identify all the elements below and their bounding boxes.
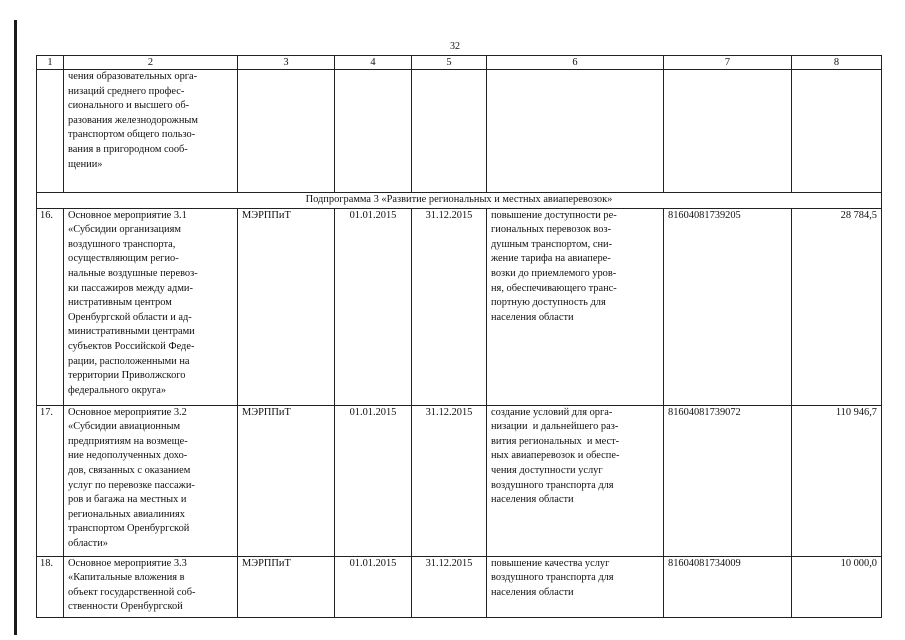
text-line: ня, обеспечивающего транс- <box>491 282 617 294</box>
text-line: осуществляющим регио- <box>68 253 179 265</box>
text-line: ственности Оренбургской <box>68 601 183 613</box>
text-line: федерального округа» <box>68 384 167 396</box>
row-executor: МЭРППиТ <box>238 556 335 617</box>
row-number: 18. <box>37 556 64 617</box>
text-line: объект государственной соб- <box>68 586 196 598</box>
row-number: 17. <box>37 405 64 556</box>
text-line: Основное мероприятие 3.3 <box>68 557 187 569</box>
row-amount: 28 784,5 <box>792 208 882 405</box>
text-line: гиональных перевозок воз- <box>491 224 612 236</box>
row-budget-code: 81604081739205 <box>664 208 792 405</box>
row-amount: 10 000,0 <box>792 556 882 617</box>
text-line: нистративным центром <box>68 297 172 309</box>
column-number: 6 <box>487 56 664 70</box>
text-line: душным транспортом, сни- <box>491 238 613 250</box>
text-line: «Субсидии авиационным <box>68 421 181 433</box>
row-executor: МЭРППиТ <box>238 405 335 556</box>
text-line: Основное мероприятие 3.2 <box>68 406 187 418</box>
text-line: низаций среднего профес- <box>68 85 185 97</box>
column-number: 4 <box>335 56 412 70</box>
text-line: региональных авиалиниях <box>68 508 185 520</box>
text-line: воздушного транспорта для <box>491 479 614 491</box>
text-line: вития региональных и мест- <box>491 435 620 447</box>
text-line: ров и багажа на местных и <box>68 494 187 506</box>
row-description <box>64 208 238 405</box>
text-line: предприятиям на возмеще- <box>68 435 188 447</box>
row-result <box>487 208 664 405</box>
row-amount: 110 946,7 <box>792 405 882 556</box>
table-row <box>37 208 882 405</box>
table-row <box>37 405 882 556</box>
text-line: нальные воздушные перевоз- <box>68 267 198 279</box>
row-end-date: 31.12.2015 <box>412 208 487 405</box>
text-line: воздушного транспорта, <box>68 238 176 250</box>
row-result <box>487 556 664 617</box>
subprogram-row <box>37 193 882 209</box>
text-line: Основное мероприятие 3.1 <box>68 209 187 221</box>
text-line: дов, связанных с оказанием <box>68 464 191 476</box>
row-number: 16. <box>37 208 64 405</box>
text-line: повышение доступности ре- <box>491 209 617 221</box>
text-line: министративными центрами <box>68 326 195 338</box>
text-line: низации и дальнейшего раз- <box>491 421 619 433</box>
column-number: 7 <box>664 56 792 70</box>
text-line: услуг по перевозке пассажи- <box>68 479 195 491</box>
activities-table <box>36 55 882 618</box>
text-line: повышение качества услуг <box>491 557 610 569</box>
row-description <box>64 405 238 556</box>
text-line: населения области <box>491 586 574 598</box>
row-start-date: 01.01.2015 <box>335 556 412 617</box>
text-line: территории Приволжского <box>68 370 186 382</box>
row-result <box>487 405 664 556</box>
text-line: ных авиаперевозок и обеспе- <box>491 450 620 462</box>
column-number: 3 <box>238 56 335 70</box>
text-line: ние недополученных дохо- <box>68 450 188 462</box>
row-start-date: 01.01.2015 <box>335 208 412 405</box>
row-end-date: 31.12.2015 <box>412 405 487 556</box>
text-line: Оренбургской области и ад- <box>68 311 192 323</box>
column-number: 1 <box>37 56 64 70</box>
row-start-date: 01.01.2015 <box>335 405 412 556</box>
text-line: вания в пригородном сооб- <box>68 143 188 155</box>
column-number: 8 <box>792 56 882 70</box>
row-budget-code: 81604081739072 <box>664 405 792 556</box>
text-line: рации, расположенными на <box>68 355 190 367</box>
text-line: воздушного транспорта для <box>491 572 614 584</box>
text-line: щении» <box>68 158 103 170</box>
text-line: «Субсидии организациям <box>68 224 181 236</box>
row-description <box>64 556 238 617</box>
text-line: транспортом общего пользо- <box>68 129 196 141</box>
text-line: «Капитальные вложения в <box>68 572 185 584</box>
column-number: 5 <box>412 56 487 70</box>
text-line: транспортом Оренбургской <box>68 523 190 535</box>
binding-margin-line <box>14 20 17 635</box>
continuation-row <box>37 70 882 193</box>
table-row <box>37 556 882 617</box>
text-line: населения области <box>491 494 574 506</box>
page-number: 32 <box>450 41 460 52</box>
text-line: субъектов Российской Феде- <box>68 340 195 352</box>
text-line: области» <box>68 537 108 549</box>
column-number: 2 <box>64 56 238 70</box>
row-description <box>64 70 238 193</box>
text-line: сионального и высшего об- <box>68 100 190 112</box>
text-line: создание условий для орга- <box>491 406 613 418</box>
text-line: портную доступность для <box>491 297 606 309</box>
text-line: ки пассажиров между адми- <box>68 282 193 294</box>
row-executor: МЭРППиТ <box>238 208 335 405</box>
text-line: чения доступности услуг <box>491 464 603 476</box>
text-line: разования железнодорожным <box>68 114 198 126</box>
text-line: жение тарифа на авиапере- <box>491 253 611 265</box>
column-number-row <box>37 56 882 70</box>
text-line: возки до приемлемого уров- <box>491 267 617 279</box>
row-end-date: 31.12.2015 <box>412 556 487 617</box>
text-line: населения области <box>491 311 574 323</box>
row-budget-code: 81604081734009 <box>664 556 792 617</box>
subprogram-title: Подпрограмма 3 «Развитие региональных и местных авиаперевозок» <box>37 193 882 209</box>
text-line: чения образовательных орга- <box>68 71 198 82</box>
